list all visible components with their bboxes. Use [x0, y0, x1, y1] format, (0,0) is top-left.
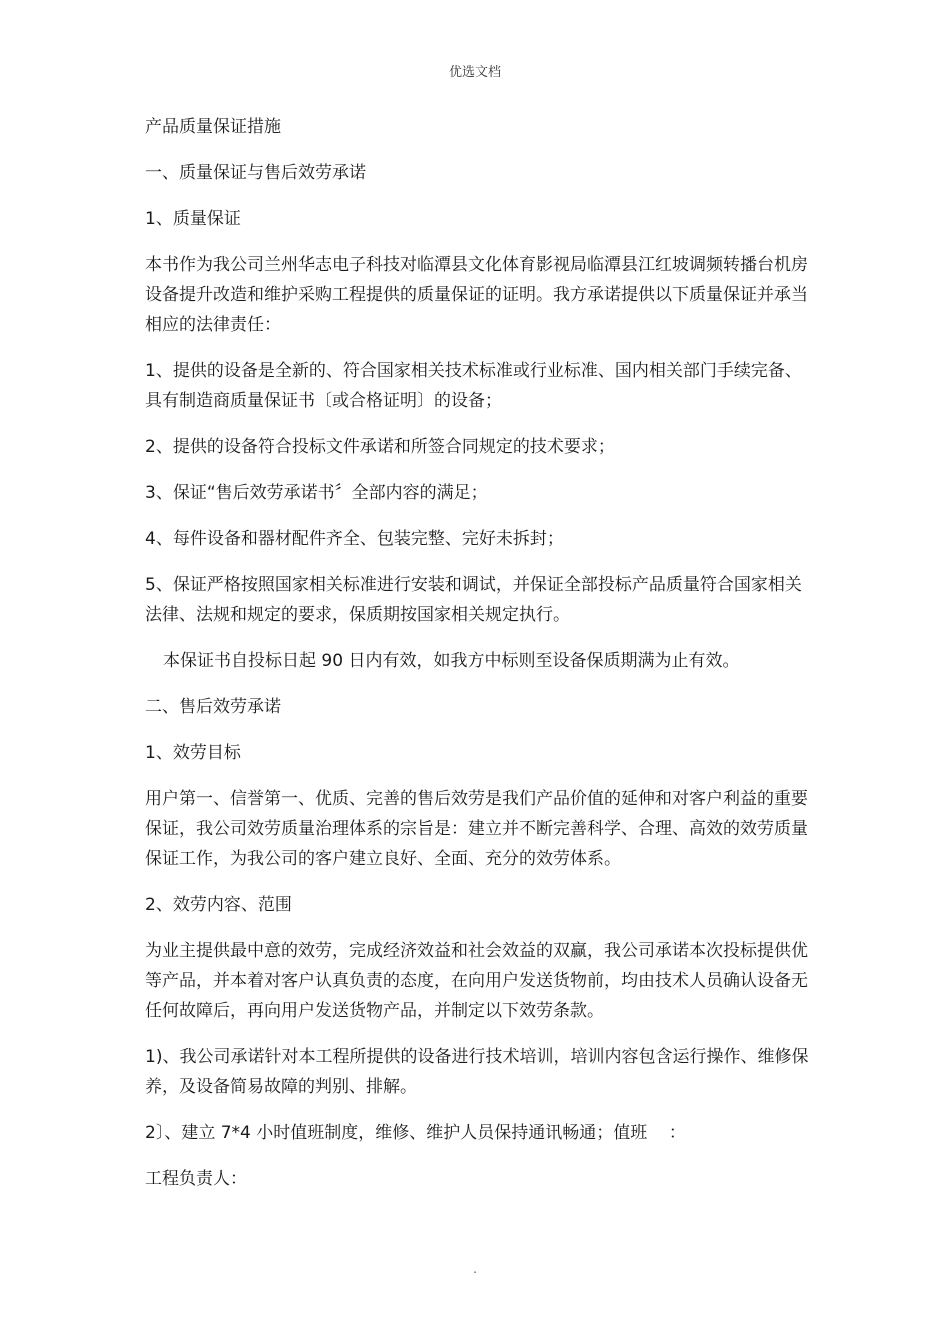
list-item: 3、保证“售后效劳承诺书〞全部内容的满足； [145, 483, 488, 503]
list-item: 4、每件设备和器材配件齐全、包装完整、完好未拆封； [145, 529, 564, 549]
page-header: 优选文档 [448, 65, 501, 80]
page-footer: . [473, 1262, 477, 1276]
section-heading-1: 一、质量保证与售后效劳承诺 [145, 163, 366, 183]
document-body [145, 112, 810, 1194]
section-heading-2: 二、售后效劳承诺 [145, 697, 281, 717]
paragraph: 为业主提供最中意的效劳，完成经济效益和社会效益的双赢，我公司承诺本次投标提供优等产品，并本着对客户认真负责的态度，在向用户发送货物前，均由技术人员确认设备无任何故障后，再向用户发送货物产品，并制定以下效劳条款。 [145, 941, 808, 1021]
subsection-heading: 2、效劳内容、范围 [145, 895, 292, 915]
paragraph: 用户第一、信誉第一、优质、完善的售后效劳是我们产品价值的延伸和对客户利益的重要保证，我公司效劳质量治理体系的宗旨是：建立并不断完善科学、合理、高效的效劳质量保证工作，为我公司的客户建立良好、全面、充分的效劳体系。 [145, 789, 808, 869]
validity-statement: 本保证书自投标日起 90 日内有效，如我方中标则至设备保质期满为止有效。 [163, 651, 740, 671]
list-item: 5、保证严格按照国家相关标准进行安装和调试，并保证全部投标产品质量符合国家相关法律、法规和规定的要求，保质期按国家相关规定执行。 [145, 575, 802, 625]
list-item: 1)、我公司承诺针对本工程所提供的设备进行技术培训，培训内容包含运行操作、维修保养，及设备简易故障的判别、排解。 [145, 1047, 809, 1097]
subsection-heading: 1、效劳目标 [145, 743, 241, 763]
list-item: 2、提供的设备符合投标文件承诺和所签合同规定的技术要求； [145, 437, 615, 457]
paragraph: 本书作为我公司兰州华志电子科技对临潭县文化体育影视局临潭县江红坡调频转播台机房设备提升改造和维护采购工程提供的质量保证的证明。我方承诺提供以下质量保证并承当相应的法律责任： [145, 255, 808, 335]
subsection-heading: 1、质量保证 [145, 209, 241, 229]
list-item: 2〕、建立 7*4 小时值班制度，维修、维护人员保持通讯畅通；值班 ： [145, 1123, 686, 1143]
paragraph: 工程负责人： [145, 1169, 247, 1189]
doc-title: 产品质量保证措施 [145, 117, 281, 137]
list-item: 1、提供的设备是全新的、符合国家相关技术标准或行业标准、国内相关部门手续完备、具有制造商质量保证书〔或合格证明〕的设备； [145, 361, 802, 411]
